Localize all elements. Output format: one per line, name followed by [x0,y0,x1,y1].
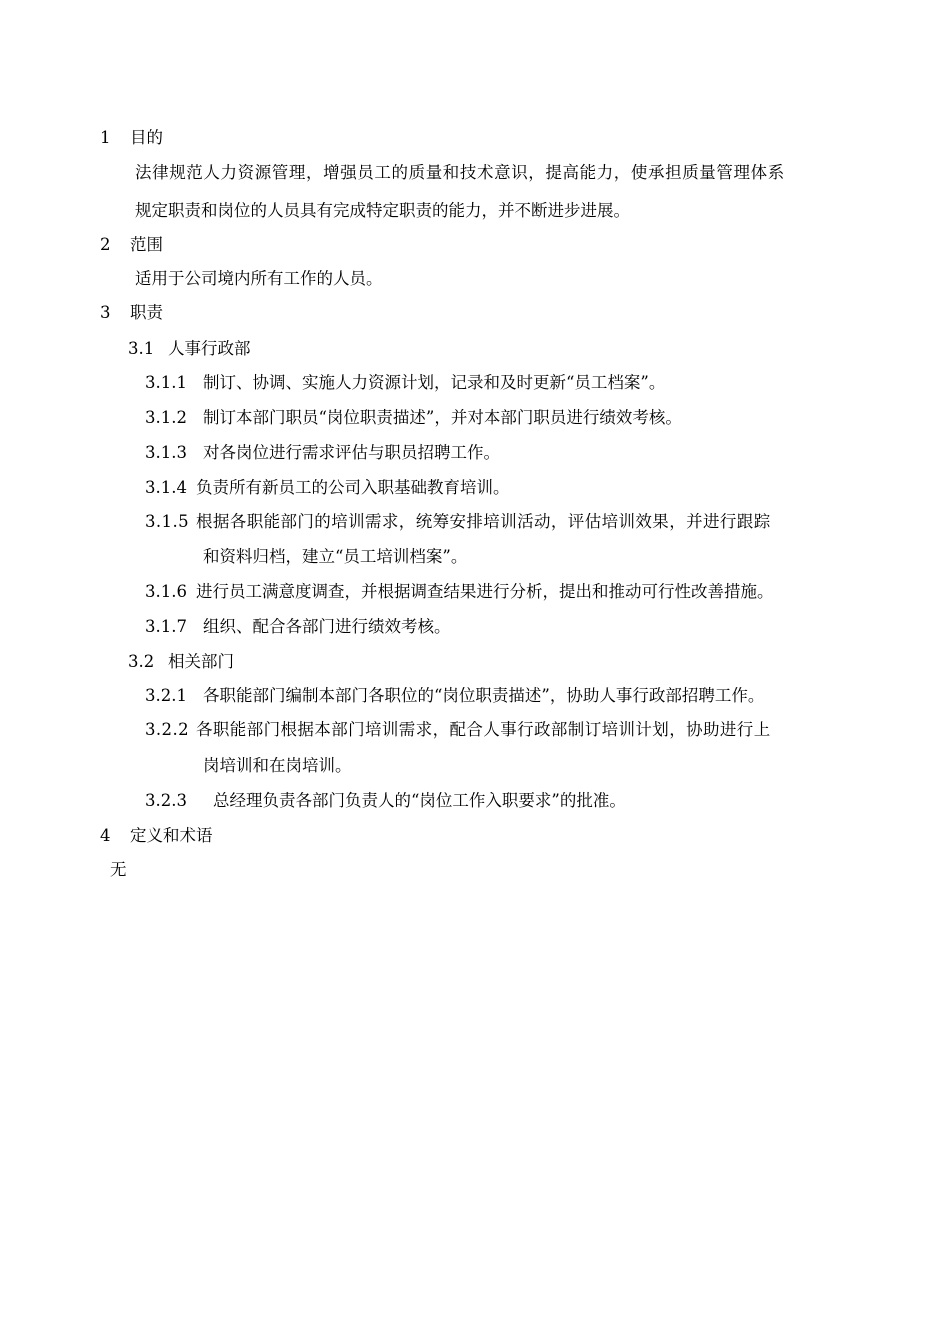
section-number: 4 [100,826,111,845]
duty-item-number: 3.1.6 [145,582,187,601]
scope-text: 适用于公司境内所有工作的人员。 [135,269,383,288]
subsection-heading-related-depts [128,651,234,673]
duty-item-text: 制订、协调、实施人力资源计划，记录和及时更新“员工档案”。 [203,373,666,392]
duty-item-text: 进行员工满意度调查，并根据调查结果进行分析，提出和推动可行性改善措施。 [196,582,774,601]
duty-item-text: 制订本部门职员“岗位职责描述”，并对本部门职员进行绩效考核。 [203,408,682,427]
duty-item-number: 3.1.3 [145,443,187,462]
section-number: 1 [100,128,111,147]
duty-item [145,407,682,429]
duty-item-text: 各职能部门根据本部门培训需求，配合人事行政部制订培训计划，协助进行上 [196,720,771,739]
section-title: 定义和术语 [130,826,213,845]
duty-item-number: 3.1.1 [145,373,187,392]
duty-item-text: 组织、配合各部门进行绩效考核。 [203,617,451,636]
duty-item-number: 3.1.4 [145,478,187,497]
section-number: 2 [100,235,111,254]
definitions-text: 无 [110,860,127,879]
duty-item-text: 总经理负责各部门负责人的“岗位工作入职要求”的批准。 [213,791,626,810]
section-title: 职责 [130,303,163,322]
duty-item-continuation: 岗培训和在岗培训。 [203,756,352,775]
duty-item [145,581,774,603]
section-heading-definitions [100,825,213,847]
duty-item-number: 3.1.5 [145,512,189,531]
duty-item-text: 根据各职能部门的培训需求，统筹安排培训活动，评估培训效果，并进行跟踪 [196,512,771,531]
duty-item-continuation: 和资料归档，建立“员工培训档案”。 [203,547,468,566]
duty-item-number: 3.2.2 [145,720,189,739]
duty-item [145,616,451,638]
subsection-heading-hr-admin [128,338,251,360]
duty-item-text: 各职能部门编制本部门各职位的“岗位职责描述”，协助人事行政部招聘工作。 [203,686,765,705]
subsection-number: 3.1 [128,339,155,358]
section-title: 目的 [130,128,163,147]
subsection-title: 相关部门 [168,652,234,671]
duty-item [145,372,665,394]
purpose-text-line-1: 法律规范人力资源管理，增强员工的质量和技术意识，提高能力，使承担质量管理体系 [135,163,785,182]
section-heading-duties [100,302,163,324]
duty-item-text: 对各岗位进行需求评估与职员招聘工作。 [203,443,500,462]
duty-item-number: 3.2.1 [145,686,187,705]
duty-item-number: 3.1.2 [145,408,187,427]
section-heading-purpose [100,127,163,149]
duty-item-number: 3.1.7 [145,617,187,636]
section-heading-scope [100,234,163,256]
section-title: 范围 [130,235,163,254]
duty-item [145,790,626,812]
subsection-title: 人事行政部 [168,339,251,358]
duty-item [145,511,771,533]
duty-item-text: 负责所有新员工的公司入职基础教育培训。 [196,478,510,497]
duty-item-number: 3.2.3 [145,791,187,810]
duty-item [145,442,500,464]
purpose-text-line-2: 规定职责和岗位的人员具有完成特定职责的能力，并不断进步进展。 [135,201,630,220]
duty-item [145,719,771,741]
section-number: 3 [100,303,111,322]
duty-item [145,477,510,499]
subsection-number: 3.2 [128,652,155,671]
duty-item [145,685,764,707]
